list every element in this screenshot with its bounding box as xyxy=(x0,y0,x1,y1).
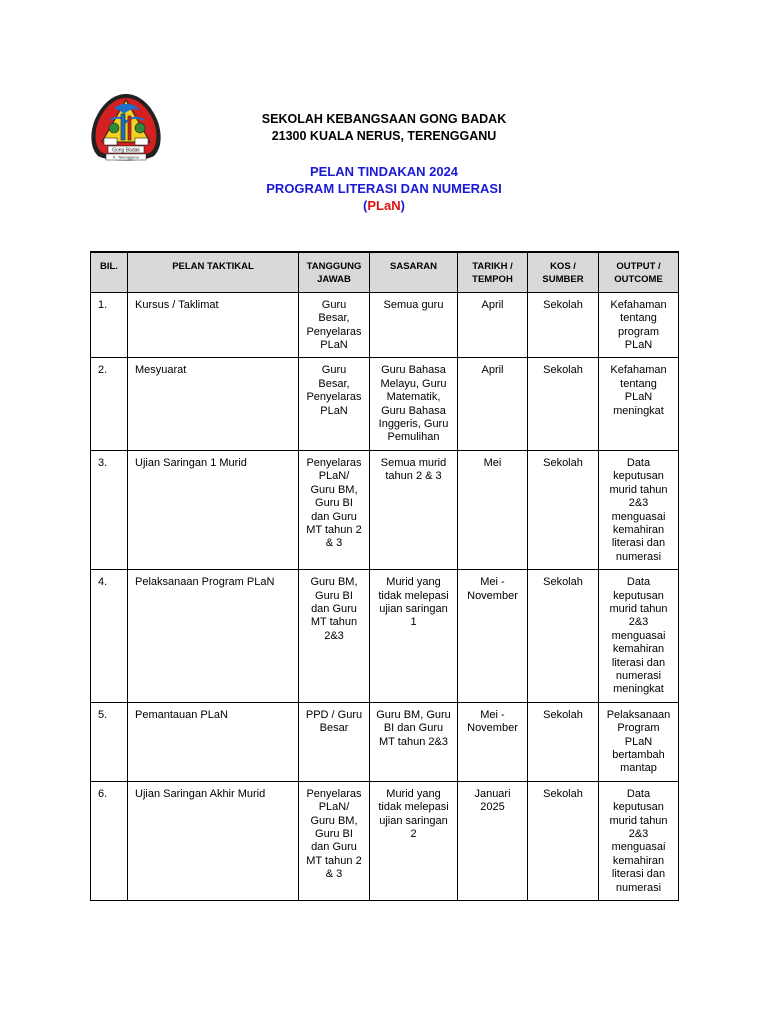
cell-sasaran: Semua murid tahun 2 & 3 xyxy=(370,450,458,569)
cell-tarikh: April xyxy=(458,292,528,358)
header-kos-sumber: KOS / SUMBER xyxy=(528,252,599,292)
cell-tarikh: Mei - November xyxy=(458,570,528,703)
cell-output: Data keputusan murid tahun 2&3 menguasai kemahiran literasi dan numerasi xyxy=(599,781,679,900)
cell-kos: Sekolah xyxy=(528,781,599,900)
cell-kos: Sekolah xyxy=(528,702,599,781)
cell-sasaran: Murid yang tidak melepasi ujian saringan 1 xyxy=(370,570,458,703)
cell-tarikh: Januari 2025 xyxy=(458,781,528,900)
cell-tanggung-jawab: Penyelaras PLaN/ Guru BM, Guru BI dan Guru MT tahun 2 & 3 xyxy=(299,781,370,900)
paren-close: ) xyxy=(400,198,405,213)
cell-pelan-taktikal: Ujian Saringan 1 Murid xyxy=(128,450,299,569)
logo-sub-text: K. Terengganu xyxy=(113,154,139,160)
cell-sasaran: Murid yang tidak melepasi ujian saringan 2 xyxy=(370,781,458,900)
cell-tarikh: April xyxy=(458,358,528,450)
header-tanggung-jawab: TANGGUNG JAWAB xyxy=(299,252,370,292)
school-name: SEKOLAH KEBANGSAAN GONG BADAK xyxy=(261,112,507,126)
cell-output: Kefahaman tentang program PLaN xyxy=(599,292,679,358)
cell-bil: 2. xyxy=(91,358,128,450)
cell-tanggung-jawab: Guru BM, Guru BI dan Guru MT tahun 2&3 xyxy=(299,570,370,703)
table-row xyxy=(91,358,679,450)
table-row xyxy=(91,570,679,703)
cell-tanggung-jawab: PPD / Guru Besar xyxy=(299,702,370,781)
cell-kos: Sekolah xyxy=(528,450,599,569)
cell-tanggung-jawab: Penyelaras PLaN/ Guru BM, Guru BI dan Guru MT tahun 2 & 3 xyxy=(299,450,370,569)
cell-tarikh: Mei - November xyxy=(458,702,528,781)
header-output-outcome: OUTPUT / OUTCOME xyxy=(599,252,679,292)
cell-kos: Sekolah xyxy=(528,358,599,450)
cell-bil: 5. xyxy=(91,702,128,781)
school-header xyxy=(0,111,768,145)
cell-output: Data keputusan murid tahun 2&3 menguasai kemahiran literasi dan numerasi meningkat xyxy=(599,570,679,703)
cell-output: Data keputusan murid tahun 2&3 menguasai kemahiran literasi dan numerasi xyxy=(599,450,679,569)
cell-kos: Sekolah xyxy=(528,292,599,358)
cell-pelan-taktikal: Pelaksanaan Program PLaN xyxy=(128,570,299,703)
cell-bil: 3. xyxy=(91,450,128,569)
program-acronym: PLaN xyxy=(367,198,401,213)
plan-title: PELAN TINDAKAN 2024 xyxy=(309,164,459,179)
school-address: 21300 KUALA NERUS, TERENGGANU xyxy=(271,129,497,143)
cell-pelan-taktikal: Pemantauan PLaN xyxy=(128,702,299,781)
cell-pelan-taktikal: Kursus / Taklimat xyxy=(128,292,299,358)
logo-banner-text: Gong Badak xyxy=(112,147,140,154)
table-row xyxy=(91,702,679,781)
table-header-row xyxy=(91,252,679,292)
cell-pelan-taktikal: Mesyuarat xyxy=(128,358,299,450)
cell-bil: 6. xyxy=(91,781,128,900)
cell-bil: 4. xyxy=(91,570,128,703)
plan-header xyxy=(0,163,768,214)
cell-tanggung-jawab: Guru Besar, Penyelaras PLaN xyxy=(299,292,370,358)
cell-tarikh: Mei xyxy=(458,450,528,569)
cell-kos: Sekolah xyxy=(528,570,599,703)
cell-sasaran: Guru Bahasa Melayu, Guru Matematik, Guru Bahasa Inggeris, Guru Pemulihan xyxy=(370,358,458,450)
cell-sasaran: Guru BM, Guru BI dan Guru MT tahun 2&3 xyxy=(370,702,458,781)
header-bil: BIL. xyxy=(91,252,128,292)
cell-tanggung-jawab: Guru Besar, Penyelaras PLaN xyxy=(299,358,370,450)
table-row xyxy=(91,781,679,900)
cell-bil: 1. xyxy=(91,292,128,358)
table-row xyxy=(91,450,679,569)
cell-sasaran: Semua guru xyxy=(370,292,458,358)
table-row xyxy=(91,292,679,358)
paren-open: ( xyxy=(363,198,368,213)
action-plan-table xyxy=(90,251,679,901)
program-title: PROGRAM LITERASI DAN NUMERASI xyxy=(266,181,502,196)
header-tarikh-tempoh: TARIKH / TEMPOH xyxy=(458,252,528,292)
header-pelan-taktikal: PELAN TAKTIKAL xyxy=(128,252,299,292)
program-acronym-line xyxy=(0,197,768,214)
cell-pelan-taktikal: Ujian Saringan Akhir Murid xyxy=(128,781,299,900)
cell-output: Kefahaman tentang PLaN meningkat xyxy=(599,358,679,450)
header-sasaran: SASARAN xyxy=(370,252,458,292)
cell-output: Pelaksanaan Program PLaN bertambah mantap xyxy=(599,702,679,781)
